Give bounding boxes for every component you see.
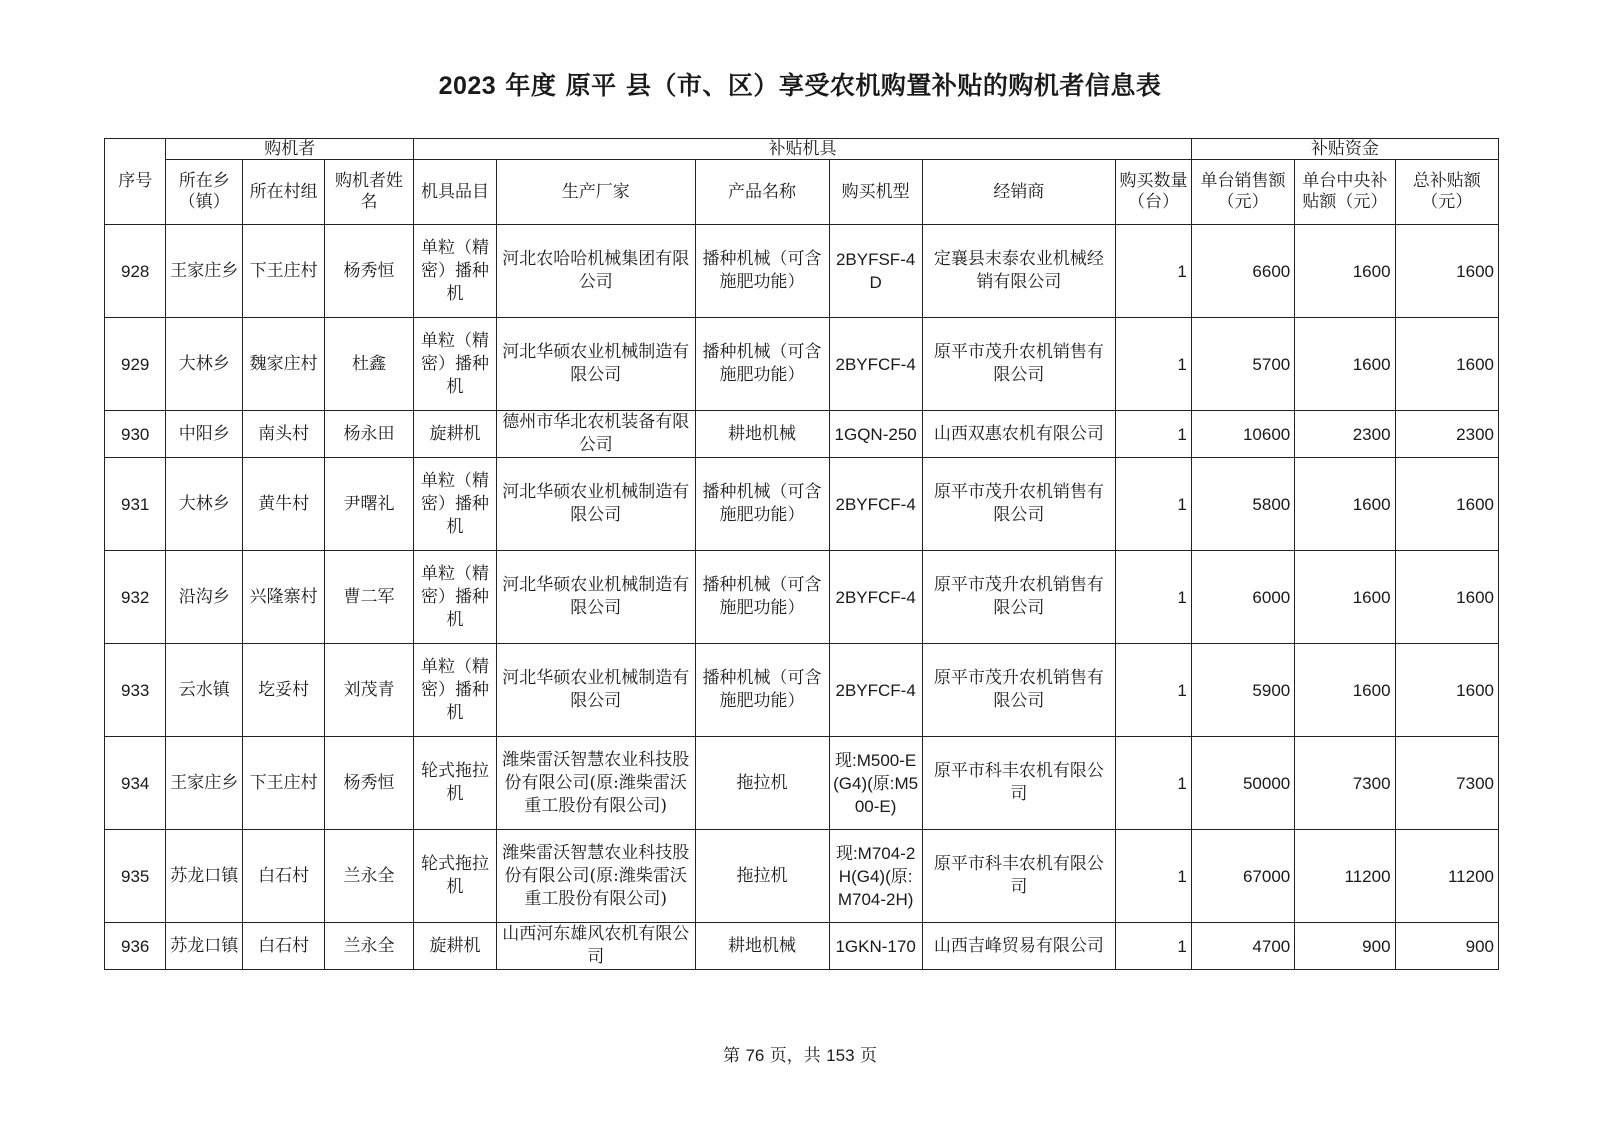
cell-name: 杨秀恒 xyxy=(325,225,414,318)
cell-no: 929 xyxy=(105,318,166,411)
table-row xyxy=(105,225,1499,318)
cell-price: 6000 xyxy=(1191,551,1294,644)
cell-model: 2BYFCF-4 xyxy=(829,458,922,551)
cell-dealer: 定襄县末泰农业机械经销有限公司 xyxy=(922,225,1115,318)
cell-name: 曹二军 xyxy=(325,551,414,644)
cell-qty: 1 xyxy=(1116,923,1192,970)
cell-total: 2300 xyxy=(1395,411,1498,458)
cell-maker: 潍柴雷沃智慧农业科技股份有限公司(原:潍柴雷沃重工股份有限公司) xyxy=(496,830,695,923)
cell-total: 1600 xyxy=(1395,458,1498,551)
cell-village: 黄牛村 xyxy=(243,458,325,551)
cell-dealer: 原平市科丰农机有限公司 xyxy=(922,737,1115,830)
cell-model: 2BYFSF-4D xyxy=(829,225,922,318)
group-header-machine: 补贴机具 xyxy=(414,139,1192,160)
col-header-town: 所在乡（镇） xyxy=(166,160,243,225)
table-row xyxy=(105,411,1499,458)
cell-town: 王家庄乡 xyxy=(166,737,243,830)
cell-total: 7300 xyxy=(1395,737,1498,830)
cell-model: 2BYFCF-4 xyxy=(829,644,922,737)
footer-total-pages: 153 xyxy=(826,1046,855,1065)
table-row xyxy=(105,737,1499,830)
cell-total: 1600 xyxy=(1395,318,1498,411)
cell-name: 刘茂青 xyxy=(325,644,414,737)
cell-name: 杨秀恒 xyxy=(325,737,414,830)
cell-maker: 山西河东雄风农机有限公司 xyxy=(496,923,695,970)
cell-category: 旋耕机 xyxy=(414,923,497,970)
cell-maker: 河北华硕农业机械制造有限公司 xyxy=(496,551,695,644)
cell-category: 旋耕机 xyxy=(414,411,497,458)
cell-qty: 1 xyxy=(1116,830,1192,923)
cell-product: 播种机械（可含施肥功能） xyxy=(695,458,829,551)
cell-village: 白石村 xyxy=(243,923,325,970)
cell-dealer: 山西吉峰贸易有限公司 xyxy=(922,923,1115,970)
cell-category: 单粒（精密）播种机 xyxy=(414,225,497,318)
table-row xyxy=(105,318,1499,411)
cell-model: 现:M704-2H(G4)(原:M704-2H) xyxy=(829,830,922,923)
cell-no: 935 xyxy=(105,830,166,923)
page-title xyxy=(0,66,1600,102)
cell-subsidy: 1600 xyxy=(1295,644,1395,737)
footer-prefix: 第 xyxy=(723,1046,741,1066)
cell-category: 单粒（精密）播种机 xyxy=(414,458,497,551)
cell-product: 播种机械（可含施肥功能） xyxy=(695,551,829,644)
cell-model: 现:M500-E(G4)(原:M500-E) xyxy=(829,737,922,830)
cell-maker: 河北华硕农业机械制造有限公司 xyxy=(496,318,695,411)
group-header-funds: 补贴资金 xyxy=(1191,139,1498,160)
cell-no: 931 xyxy=(105,458,166,551)
cell-product: 拖拉机 xyxy=(695,737,829,830)
table-row xyxy=(105,551,1499,644)
cell-qty: 1 xyxy=(1116,458,1192,551)
table-row xyxy=(105,458,1499,551)
cell-town: 苏龙口镇 xyxy=(166,830,243,923)
table-row xyxy=(105,644,1499,737)
cell-village: 南头村 xyxy=(243,411,325,458)
title-suffix: 县（市、区）享受农机购置补贴的购机者信息表 xyxy=(625,71,1162,100)
table-row xyxy=(105,830,1499,923)
cell-subsidy: 1600 xyxy=(1295,458,1395,551)
cell-town: 王家庄乡 xyxy=(166,225,243,318)
cell-name: 兰永全 xyxy=(325,830,414,923)
cell-village: 魏家庄村 xyxy=(243,318,325,411)
cell-total: 900 xyxy=(1395,923,1498,970)
cell-product: 播种机械（可含施肥功能） xyxy=(695,644,829,737)
table-row xyxy=(105,923,1499,970)
cell-product: 耕地机械 xyxy=(695,923,829,970)
col-header-qty: 购买数量（台） xyxy=(1116,160,1192,225)
cell-no: 933 xyxy=(105,644,166,737)
cell-town: 大林乡 xyxy=(166,318,243,411)
cell-subsidy: 7300 xyxy=(1295,737,1395,830)
cell-category: 单粒（精密）播种机 xyxy=(414,551,497,644)
cell-name: 兰永全 xyxy=(325,923,414,970)
group-header-buyer: 购机者 xyxy=(166,139,414,160)
cell-subsidy: 1600 xyxy=(1295,318,1395,411)
cell-price: 5800 xyxy=(1191,458,1294,551)
cell-village: 下王庄村 xyxy=(243,225,325,318)
cell-maker: 河北华硕农业机械制造有限公司 xyxy=(496,644,695,737)
cell-price: 50000 xyxy=(1191,737,1294,830)
cell-dealer: 原平市茂升农机销售有限公司 xyxy=(922,551,1115,644)
cell-qty: 1 xyxy=(1116,644,1192,737)
cell-model: 1GQN-250 xyxy=(829,411,922,458)
cell-total: 1600 xyxy=(1395,551,1498,644)
cell-category: 单粒（精密）播种机 xyxy=(414,644,497,737)
col-header-maker: 生产厂家 xyxy=(496,160,695,225)
cell-qty: 1 xyxy=(1116,737,1192,830)
cell-dealer: 山西双惠农机有限公司 xyxy=(922,411,1115,458)
cell-town: 中阳乡 xyxy=(166,411,243,458)
cell-village: 下王庄村 xyxy=(243,737,325,830)
cell-category: 轮式拖拉机 xyxy=(414,737,497,830)
col-header-village: 所在村组 xyxy=(243,160,325,225)
cell-dealer: 原平市茂升农机销售有限公司 xyxy=(922,458,1115,551)
cell-model: 1GKN-170 xyxy=(829,923,922,970)
cell-qty: 1 xyxy=(1116,411,1192,458)
cell-product: 耕地机械 xyxy=(695,411,829,458)
cell-category: 单粒（精密）播种机 xyxy=(414,318,497,411)
cell-maker: 德州市华北农机装备有限公司 xyxy=(496,411,695,458)
footer-mid: 页，共 xyxy=(769,1046,821,1066)
cell-dealer: 原平市科丰农机有限公司 xyxy=(922,830,1115,923)
cell-total: 1600 xyxy=(1395,644,1498,737)
footer-suffix: 页 xyxy=(859,1046,877,1066)
col-header-price: 单台销售额（元） xyxy=(1191,160,1294,225)
cell-qty: 1 xyxy=(1116,225,1192,318)
cell-village: 圪妥村 xyxy=(243,644,325,737)
cell-price: 5900 xyxy=(1191,644,1294,737)
col-header-product: 产品名称 xyxy=(695,160,829,225)
cell-category: 轮式拖拉机 xyxy=(414,830,497,923)
cell-no: 934 xyxy=(105,737,166,830)
title-county: 原平 xyxy=(565,71,617,100)
cell-town: 沿沟乡 xyxy=(166,551,243,644)
cell-subsidy: 11200 xyxy=(1295,830,1395,923)
cell-qty: 1 xyxy=(1116,551,1192,644)
cell-product: 播种机械（可含施肥功能） xyxy=(695,318,829,411)
cell-village: 兴隆寨村 xyxy=(243,551,325,644)
col-header-total: 总补贴额（元） xyxy=(1395,160,1498,225)
cell-name: 尹曙礼 xyxy=(325,458,414,551)
cell-dealer: 原平市茂升农机销售有限公司 xyxy=(922,644,1115,737)
col-header-subsidy: 单台中央补贴额（元） xyxy=(1295,160,1395,225)
cell-price: 4700 xyxy=(1191,923,1294,970)
cell-product: 拖拉机 xyxy=(695,830,829,923)
footer-page-number: 76 xyxy=(745,1046,765,1065)
cell-name: 杨永田 xyxy=(325,411,414,458)
subsidy-table xyxy=(104,138,1499,970)
title-year: 2023 xyxy=(438,72,497,100)
cell-name: 杜鑫 xyxy=(325,318,414,411)
cell-village: 白石村 xyxy=(243,830,325,923)
cell-subsidy: 2300 xyxy=(1295,411,1395,458)
cell-no: 930 xyxy=(105,411,166,458)
cell-subsidy: 1600 xyxy=(1295,551,1395,644)
cell-no: 932 xyxy=(105,551,166,644)
cell-maker: 河北农哈哈机械集团有限公司 xyxy=(496,225,695,318)
cell-no: 936 xyxy=(105,923,166,970)
cell-qty: 1 xyxy=(1116,318,1192,411)
cell-maker: 潍柴雷沃智慧农业科技股份有限公司(原:潍柴雷沃重工股份有限公司) xyxy=(496,737,695,830)
col-header-model: 购买机型 xyxy=(829,160,922,225)
cell-price: 67000 xyxy=(1191,830,1294,923)
cell-town: 云水镇 xyxy=(166,644,243,737)
cell-subsidy: 1600 xyxy=(1295,225,1395,318)
cell-town: 苏龙口镇 xyxy=(166,923,243,970)
cell-price: 6600 xyxy=(1191,225,1294,318)
cell-town: 大林乡 xyxy=(166,458,243,551)
cell-maker: 河北华硕农业机械制造有限公司 xyxy=(496,458,695,551)
col-header-dealer: 经销商 xyxy=(922,160,1115,225)
col-header-category: 机具品目 xyxy=(414,160,497,225)
cell-price: 5700 xyxy=(1191,318,1294,411)
title-prefix: 年度 xyxy=(505,71,557,100)
page-footer xyxy=(0,1041,1600,1066)
cell-total: 1600 xyxy=(1395,225,1498,318)
cell-model: 2BYFCF-4 xyxy=(829,551,922,644)
col-header-no: 序号 xyxy=(105,139,166,225)
cell-subsidy: 900 xyxy=(1295,923,1395,970)
cell-total: 11200 xyxy=(1395,830,1498,923)
cell-dealer: 原平市茂升农机销售有限公司 xyxy=(922,318,1115,411)
cell-no: 928 xyxy=(105,225,166,318)
cell-product: 播种机械（可含施肥功能） xyxy=(695,225,829,318)
cell-model: 2BYFCF-4 xyxy=(829,318,922,411)
cell-price: 10600 xyxy=(1191,411,1294,458)
col-header-name: 购机者姓名 xyxy=(325,160,414,225)
